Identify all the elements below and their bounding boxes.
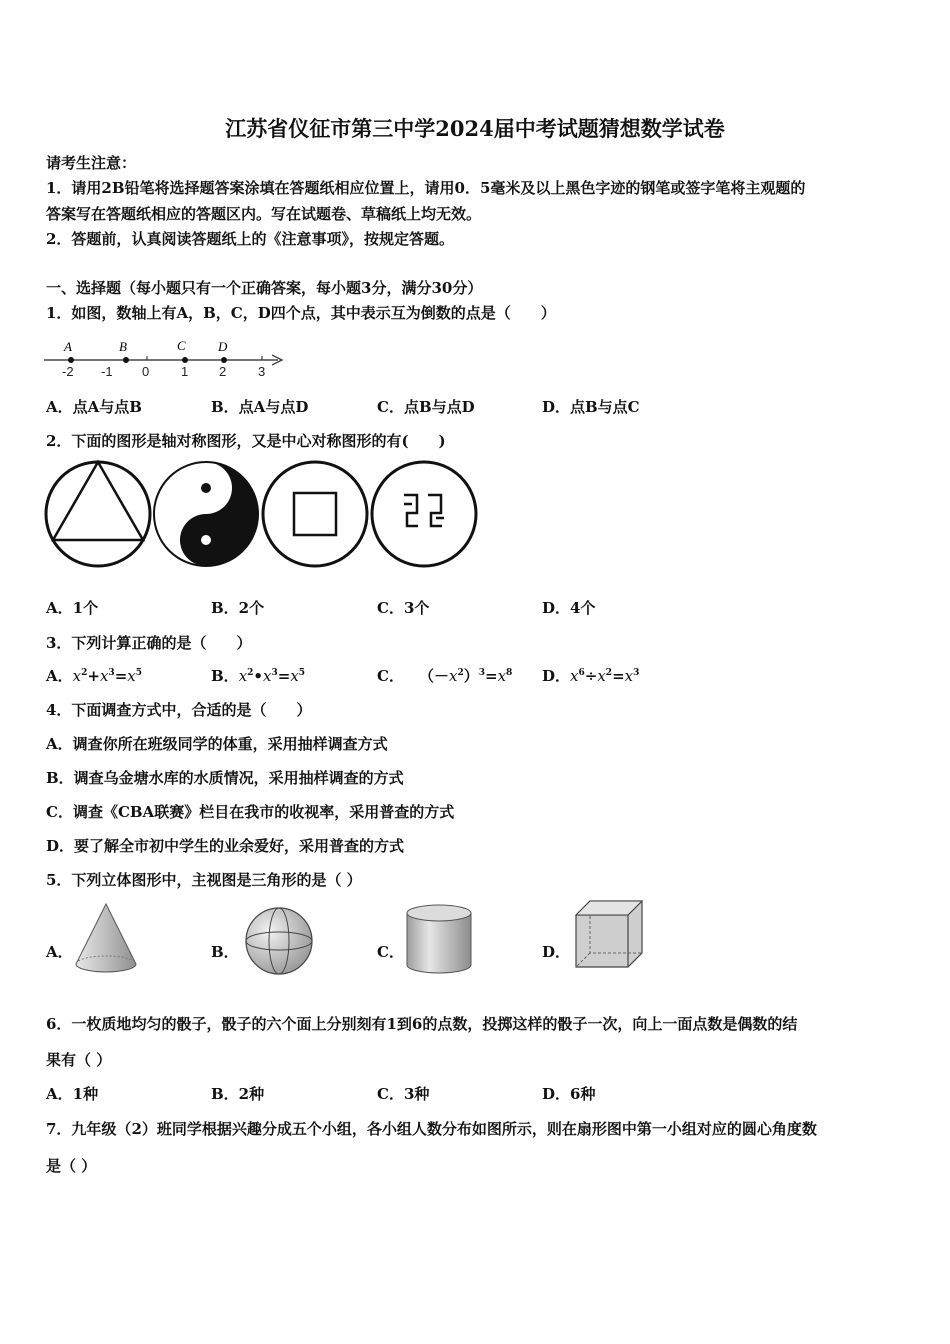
- nl-point-c: [182, 357, 188, 363]
- q5-stem: 5．下列立体图形中，主视图是三角形的是（ ）: [46, 871, 362, 889]
- q1-option-a: A．点A与点B: [46, 398, 142, 416]
- q2-option-c: C．3个: [377, 599, 430, 617]
- notice-line-2: 2．答题前，认真阅读答题纸上的《注意事项》，按规定答题。: [46, 230, 454, 248]
- sphere-figure: [242, 904, 316, 978]
- q5-label-d: D．: [542, 943, 571, 961]
- circle-square-figure: [263, 462, 367, 566]
- nl-point-b: [123, 357, 129, 363]
- q3-stem: 3．下列计算正确的是（ ）: [46, 634, 252, 652]
- q6-option-b: B．2种: [211, 1085, 265, 1103]
- q6-option-d: D．6种: [542, 1085, 596, 1103]
- cone-figure: [70, 900, 142, 976]
- q6-stem-line1: 6．一枚质地均匀的骰子，骰子的六个面上分别刻有1到6的点数，投掷这样的骰子一次，向上一面点数是偶数的结: [46, 1015, 798, 1033]
- notice-heading: 请考生注意：: [46, 154, 137, 172]
- circle-pattern-figure: [372, 462, 476, 566]
- q5-label-b: B．: [211, 943, 239, 961]
- q4-stem: 4．下面调查方式中，合适的是（ ）: [46, 701, 312, 719]
- q4-option-d: D．要了解全市初中学生的业余爱好，采用普查的方式: [46, 837, 405, 855]
- nl-tick-label: 3: [258, 364, 266, 379]
- q4-option-c: C．调查《CBA联赛》栏目在我市的收视率，采用普查的方式: [46, 803, 455, 821]
- q5-label-c: C．: [377, 943, 404, 961]
- q3-option-c: C． $(-x^2)^3=x^8$: [377, 667, 513, 685]
- nl-point-d: [221, 357, 227, 363]
- nl-tick-label: -2: [62, 364, 74, 379]
- q6-option-c: C．3种: [377, 1085, 430, 1103]
- q2-option-a: A．1个: [46, 599, 99, 617]
- cylinder-figure: [402, 903, 476, 977]
- nl-point-label: C: [177, 338, 186, 353]
- nl-point-label: A: [64, 339, 72, 354]
- q2-option-d: D．4个: [542, 599, 596, 617]
- q1-option-c: C．点B与点D: [377, 398, 475, 416]
- nl-tick-label: -1: [101, 364, 113, 379]
- q3-option-b: B．$x^2•x^3=x^5$: [211, 667, 306, 685]
- cube-figure: [572, 897, 646, 973]
- notice-line-1b: 答案写在答题纸相应的答题区内。写在试题卷、草稿纸上均无效。: [46, 205, 482, 223]
- q1-stem: 1．如图，数轴上有A，B，C，D四个点，其中表示互为倒数的点是（ ）: [46, 304, 556, 322]
- nl-tick-label: 2: [219, 364, 227, 379]
- q6-option-a: A．1种: [46, 1085, 99, 1103]
- nl-tick-label: 1: [181, 364, 189, 379]
- nl-point-label: B: [119, 339, 127, 354]
- nl-tick-label: 0: [142, 364, 150, 379]
- notice-line-1a: 1．请用2B铅笔将选择题答案涂填在答题纸相应位置上，请用0．5毫米及以上黑色字迹的钢笔或签字笔将主观题的: [46, 179, 806, 197]
- q2-stem: 2．下面的图形是轴对称图形，又是中心对称图形的有( ): [46, 432, 446, 450]
- q3-option-a: A．$x^2+x^3=x^5$: [46, 667, 142, 685]
- page-title: 江苏省仪征市第三中学2024届中考试题猜想数学试卷: [225, 116, 725, 141]
- q2-option-b: B．2个: [211, 599, 265, 617]
- q1-number-line: [40, 335, 290, 380]
- nl-point-label: D: [218, 339, 228, 354]
- q6-stem-line2: 果有（ ）: [46, 1051, 112, 1069]
- q1-option-d: D．点B与点C: [542, 398, 640, 416]
- circle-triangle-figure: [46, 462, 150, 566]
- q5-label-a: A．: [46, 943, 73, 961]
- q7-stem-line1: 7．九年级（2）班同学根据兴趣分成五个小组，各小组人数分布如图所示，则在扇形图中第一小组对应的圆心角度数: [46, 1120, 817, 1138]
- q4-option-a: A．调查你所在班级同学的体重，采用抽样调查方式: [46, 735, 388, 753]
- nl-point-a: [68, 357, 74, 363]
- q7-stem-line2: 是（ ）: [46, 1157, 97, 1175]
- q2-figures: [42, 458, 484, 572]
- q1-option-b: B．点A与点D: [211, 398, 309, 416]
- q3-option-d: D．$x^6\div x^2=x^3$: [542, 667, 640, 685]
- yin-yang-figure: [154, 462, 258, 566]
- q4-option-b: B．调查乌金塘水库的水质情况，采用抽样调查的方式: [46, 769, 404, 787]
- section-heading: 一、选择题（每小题只有一个正确答案，每小题3分，满分30分）: [46, 279, 483, 297]
